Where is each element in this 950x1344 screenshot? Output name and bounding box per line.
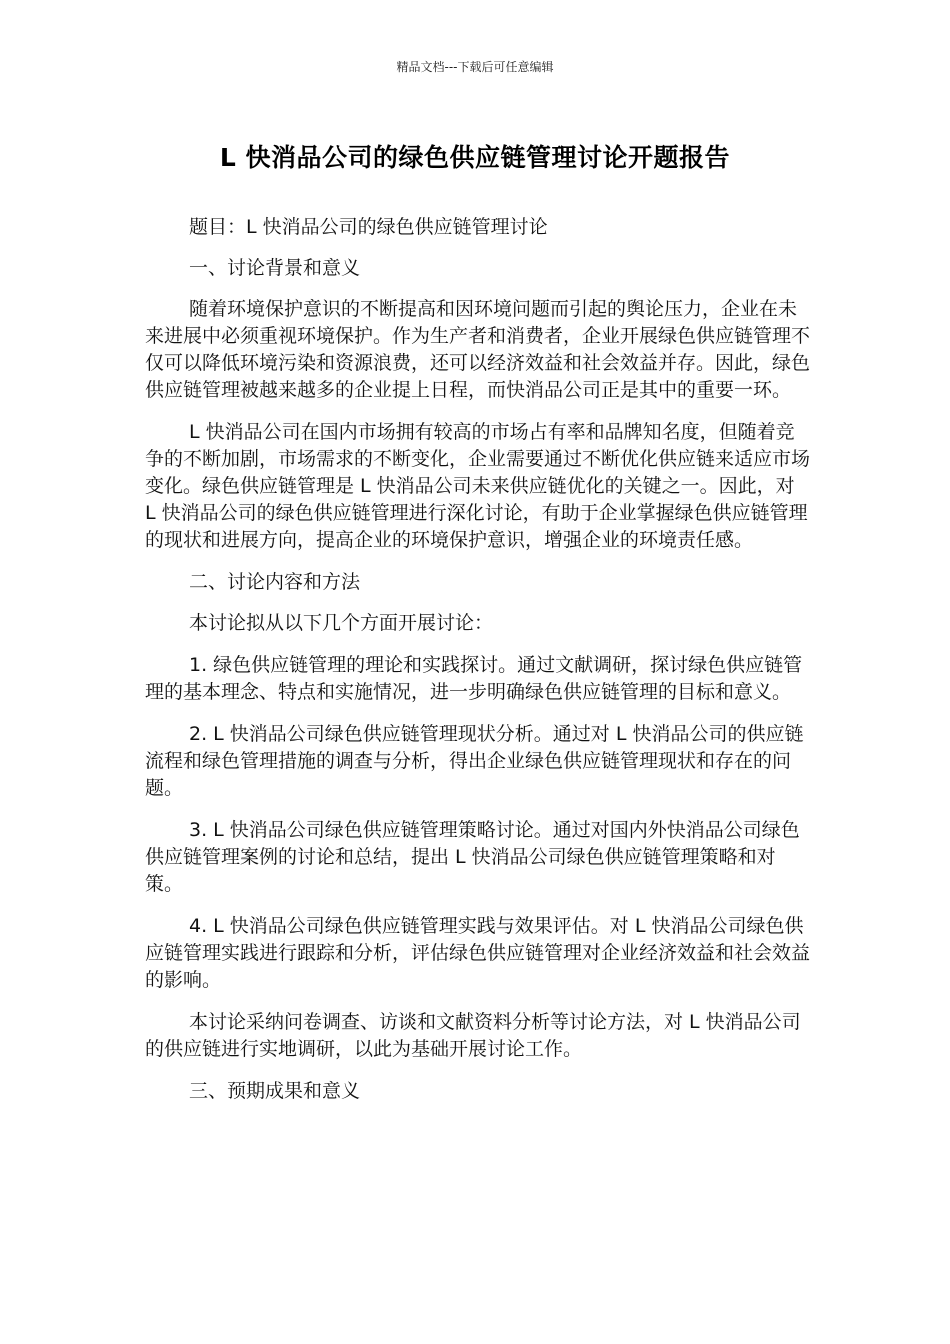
paragraph-content-intro: 本讨论拟从以下几个方面开展讨论： xyxy=(189,612,494,634)
section-heading-expected-results: 三、预期成果和意义 xyxy=(189,1080,361,1102)
section-heading-content-method: 二、讨论内容和方法 xyxy=(189,571,361,593)
document-body xyxy=(145,214,810,1119)
paragraph-background-2: L 快消品公司在国内市场拥有较高的市场占有率和品牌知名度，但随着竞争的不断加剧，市场需求的不断变化，企业需要通过不断优化供应链来适应市场变化。绿色供应链管理是 L 快消品公司未来供应链优化的关键之一。因此，对 L 快消品公司的绿色供应链管理进行深化讨论，有助于企业掌握绿色供应链管理的现状和进展方向，提高企业的环境保护意识，增强企业的环境责任感。 xyxy=(145,421,811,551)
paragraph-method: 本讨论采纳问卷调查、访谈和文献资料分析等讨论方法，对 L 快消品公司的供应链进行实地调研，以此为基础开展讨论工作。 xyxy=(145,1011,801,1060)
section-heading-background: 一、讨论背景和意义 xyxy=(189,257,361,279)
header-note: 精品文档---下载后可任意编辑 xyxy=(396,60,554,74)
document-title: L 快消品公司的绿色供应链管理讨论开题报告 xyxy=(219,143,731,172)
list-item-4: 4. L 快消品公司绿色供应链管理实践与效果评估。对 L 快消品公司绿色供应链管理实践进行跟踪和分析，评估绿色供应链管理对企业经济效益和社会效益的影响。 xyxy=(145,915,811,991)
list-item-1: 1. 绿色供应链管理的理论和实践探讨。通过文献调研，探讨绿色供应链管理的基本理念、特点和实施情况，进一步明确绿色供应链管理的目标和意义。 xyxy=(145,654,803,703)
list-item-2: 2. L 快消品公司绿色供应链管理现状分析。通过对 L 快消品公司的供应链流程和绿色管理措施的调查与分析，得出企业绿色供应链管理现状和存在的问题。 xyxy=(145,723,804,799)
list-item-3: 3. L 快消品公司绿色供应链管理策略讨论。通过对国内外快消品公司绿色供应链管理案例的讨论和总结，提出 L 快消品公司绿色供应链管理策略和对策。 xyxy=(145,819,800,895)
paragraph-background-1: 随着环境保护意识的不断提高和因环境问题而引起的舆论压力，企业在未来进展中必须重视环境保护。作为生产者和消费者，企业开展绿色供应链管理不仅可以降低环境污染和资源浪费，还可以经济效益和社会效益并存。因此，绿色供应链管理被越来越多的企业提上日程，而快消品公司正是其中的重要一环。 xyxy=(145,298,811,401)
topic-line: 题目：L 快消品公司的绿色供应链管理讨论 xyxy=(189,216,548,238)
